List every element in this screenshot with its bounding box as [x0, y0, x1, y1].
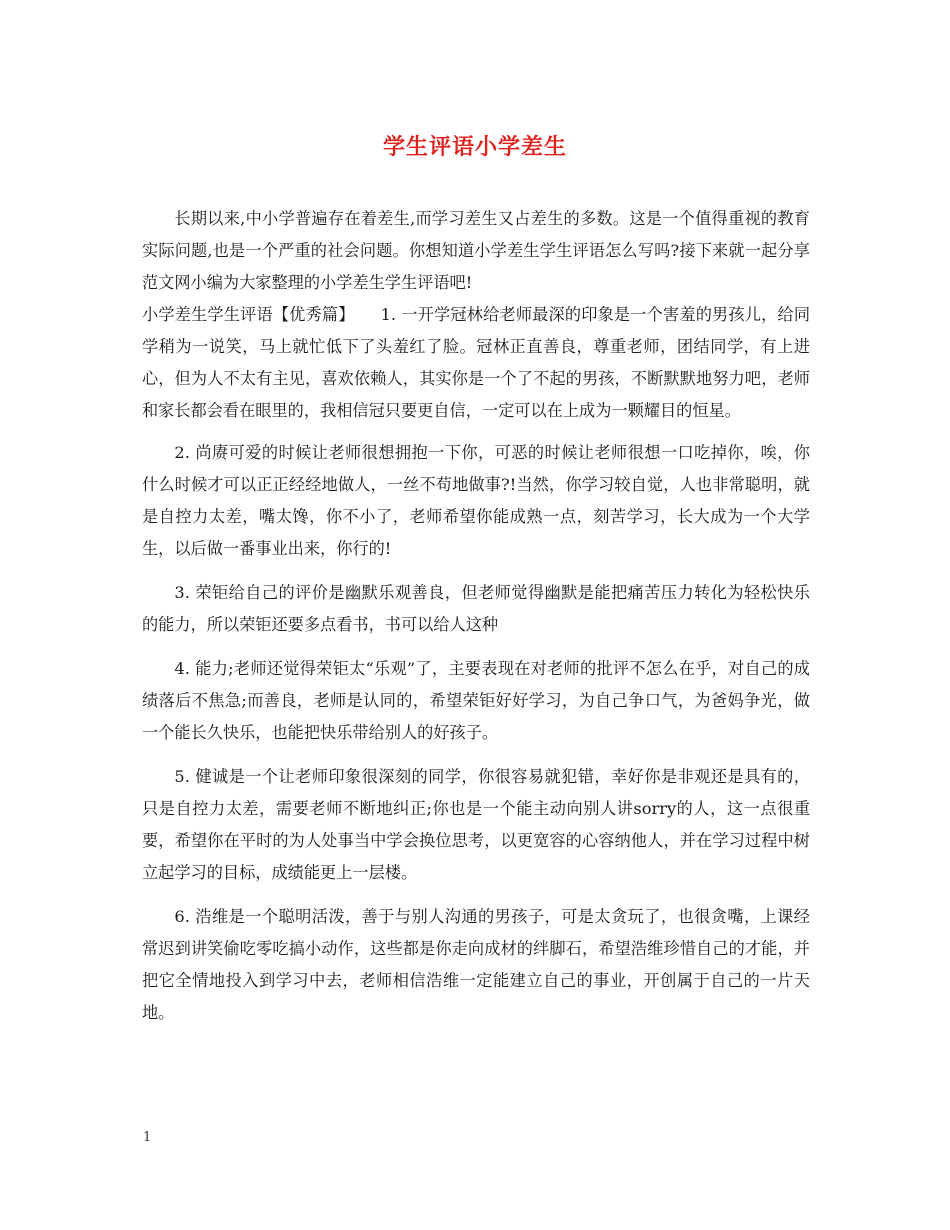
- first-paragraph: [142, 299, 810, 427]
- page-number: 1: [143, 1130, 152, 1145]
- item-5: 5. 健诚是一个让老师印象很深刻的同学，你很容易就犯错，幸好你是非观还是具有的，只是自控力太差，需要老师不断地纠正;你也是一个能主动向别人讲sorry的人，这一点很重要，希望你在平时的为人处事当中学会换位思考，以更宽容的心容纳他人，并在学习过程中树立起学习的目标，成绩能更上一层楼。: [142, 767, 810, 882]
- document-title: 学生评语小学差生: [382, 135, 567, 160]
- item-6: 6. 浩维是一个聪明活泼，善于与别人沟通的男孩子，可是太贪玩了，也很贪嘴，上课经常迟到讲笑偷吃零吃搞小动作，这些都是你走向成材的绊脚石，希望浩维珍惜自己的才能，并把它全情地投入到学习中去，老师相信浩维一定能建立自己的事业，开创属于自己的一片天地。: [142, 907, 810, 1022]
- section-heading: 小学差生学生评语【优秀篇】: [142, 305, 355, 324]
- item-2: 2. 尚赓可爱的时候让老师很想拥抱一下你，可恶的时候让老师很想一口吃掉你，唉，你什么时候才可以正正经经地做人，一丝不苟地做事?!当然，你学习较自觉，人也非常聪明，就是自控力太差，嘴太馋，你不小了，老师希望你能成熟一点，刻苦学习，长大成为一个大学生，以后做一番事业出来，你行的!: [142, 443, 810, 558]
- intro-paragraph: 长期以来,中小学普遍存在着差生,而学习差生又占差生的多数。这是一个值得重视的教育实际问题,也是一个严重的社会问题。你想知道小学差生学生评语怎么写吗?接下来就一起分享范文网小编为大家整理的小学差生学生评语吧!: [142, 209, 810, 292]
- document-body: [142, 203, 810, 1041]
- item-3: 3. 荣钜给自己的评价是幽默乐观善良，但老师觉得幽默是能把痛苦压力转化为轻松快乐的能力，所以荣钜还要多点看书，书可以给人这种: [142, 583, 810, 634]
- item-4: 4. 能力;老师还觉得荣钜太“乐观”了，主要表现在对老师的批评不怎么在乎，对自己的成绩落后不焦急;而善良，老师是认同的，希望荣钜好好学习，为自己争口气，为爸妈争光，做一个能长久快乐，也能把快乐带给别人的好孩子。: [142, 659, 810, 742]
- item-1: 1. 一开学冠林给老师最深的印象是一个害羞的男孩儿，给同学稍为一说笑，马上就忙低下了头羞红了脸。冠林正直善良，尊重老师，团结同学，有上进心，但为人不太有主见，喜欢依赖人，其实你是一个了不起的男孩，不断默默地努力吧，老师和家长都会看在眼里的，我相信冠只要更自信，一定可以在上成为一颗耀目的恒星。: [142, 305, 811, 420]
